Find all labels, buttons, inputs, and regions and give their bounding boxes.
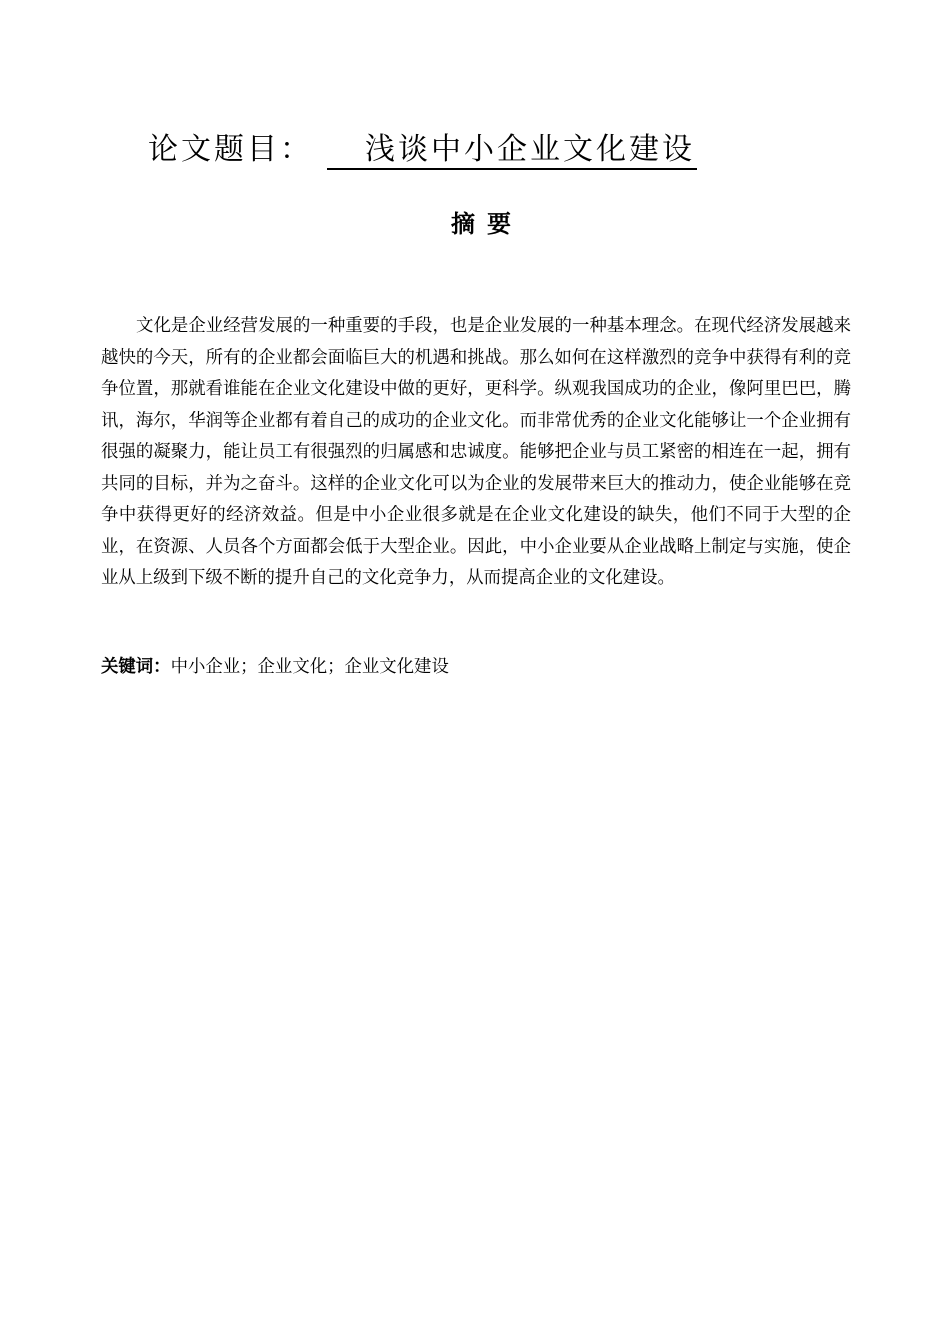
keywords-value: 中小企业；企业文化；企业文化建设 [170,657,449,677]
thesis-title-label: 论文题目： [148,132,313,167]
keywords-line [101,652,851,683]
thesis-title-line [148,128,697,172]
thesis-title-value: 浅谈中小企业文化建设 [327,132,697,170]
keywords-label: 关键词： [101,657,171,677]
abstract-body: 文化是企业经营发展的一种重要的手段，也是企业发展的一种基本理念。在现代经济发展越来越快的今天，所有的企业都会面临巨大的机遇和挑战。那么如何在这样激烈的竞争中获得有利的竞争位置，那就看谁能在企业文化建设中做的更好，更科学。纵观我国成功的企业，像阿里巴巴，腾讯，海尔，华润等企业都有着自己的成功的企业文化。而非常优秀的企业文化能够让一个企业拥有很强的凝聚力，能让员工有很强烈的归属感和忠诚度。能够把企业与员工紧密的相连在一起，拥有共同的目标，并为之奋斗。这样的企业文化可以为企业的发展带来巨大的推动力，使企业能够在竞争中获得更好的经济效益。但是中小企业很多就是在企业文化建设的缺失，他们不同于大型的企业，在资源、人员各个方面都会低于大型企业。因此，中小企业要从企业战略上制定与实施，使企业从上级到下级不断的提升自己的文化竞争力，从而提高企业的文化建设。 [101,316,851,588]
abstract-heading: 摘要 [451,210,523,238]
